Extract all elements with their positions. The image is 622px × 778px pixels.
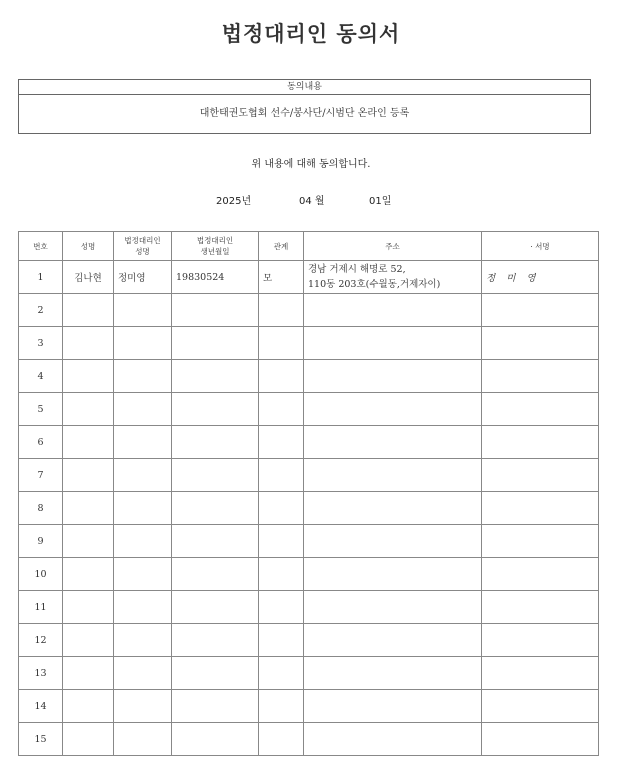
row-address-cell	[304, 624, 482, 657]
row-address-cell	[304, 558, 482, 591]
row-relation-cell	[259, 327, 304, 360]
row-address-cell	[304, 360, 482, 393]
header-number: 번호	[19, 232, 63, 261]
row-signature-cell	[482, 294, 599, 327]
row-address-cell	[304, 591, 482, 624]
row-number-cell: 14	[19, 690, 63, 723]
table-header-row	[19, 232, 599, 261]
table-row	[19, 591, 599, 624]
row-signature-cell	[482, 723, 599, 756]
date-day: 01일	[369, 196, 392, 207]
table-row	[19, 426, 599, 459]
row-address-cell	[304, 492, 482, 525]
row-guardian-name-cell	[114, 657, 172, 690]
row-guardian-name-cell	[114, 558, 172, 591]
row-name-cell	[63, 459, 114, 492]
header-guardian-birth	[172, 232, 259, 261]
table-row	[19, 492, 599, 525]
row-guardian-birth-cell	[172, 723, 259, 756]
row-guardian-name-cell	[114, 426, 172, 459]
date-month: 04 월	[299, 196, 325, 207]
row-relation-cell	[259, 690, 304, 723]
table-row	[19, 525, 599, 558]
row-address-cell	[304, 294, 482, 327]
row-name-cell	[63, 690, 114, 723]
row-relation-cell	[259, 624, 304, 657]
row-guardian-birth-cell	[172, 591, 259, 624]
row-name-cell	[63, 723, 114, 756]
row-guardian-birth-cell	[172, 459, 259, 492]
table-row	[19, 393, 599, 426]
row-guardian-birth-cell: 19830524	[172, 261, 259, 294]
row-signature-cell	[482, 690, 599, 723]
header-guardian-name-line2: 성명	[135, 247, 150, 256]
row-address-cell	[304, 723, 482, 756]
row-guardian-birth-cell	[172, 393, 259, 426]
row-guardian-birth-cell	[172, 657, 259, 690]
row-name-cell	[63, 327, 114, 360]
row-signature-cell	[482, 459, 599, 492]
row-address-cell	[304, 426, 482, 459]
header-signature: · 서명	[482, 232, 599, 261]
row-address-cell	[304, 459, 482, 492]
row-guardian-birth-cell	[172, 690, 259, 723]
row-number-cell: 5	[19, 393, 63, 426]
header-name: 성명	[63, 232, 114, 261]
row-relation-cell	[259, 360, 304, 393]
header-relation: 관계	[259, 232, 304, 261]
table-row	[19, 558, 599, 591]
consent-content-text: 대한태권도협회 선수/봉사단/시범단 온라인 등록	[199, 108, 410, 119]
row-name-cell	[63, 558, 114, 591]
row-address-cell	[304, 261, 482, 294]
row-name-cell	[63, 657, 114, 690]
row-guardian-name-cell	[114, 624, 172, 657]
row-number-cell: 9	[19, 525, 63, 558]
table-row	[19, 723, 599, 756]
row-number-cell: 12	[19, 624, 63, 657]
row-guardian-name-cell	[114, 591, 172, 624]
row-number-cell: 8	[19, 492, 63, 525]
row-relation-cell	[259, 723, 304, 756]
header-guardian-name-line1: 법정대리인	[124, 236, 161, 245]
row-address-line2: 110동 203호(수월동,거제자이)	[308, 279, 441, 290]
row-relation-cell	[259, 393, 304, 426]
guardian-roster-table	[18, 231, 599, 756]
table-row	[19, 360, 599, 393]
table-row	[19, 624, 599, 657]
table-row	[19, 327, 599, 360]
row-address-cell	[304, 327, 482, 360]
row-name-cell	[63, 624, 114, 657]
row-name-cell	[63, 294, 114, 327]
row-guardian-name-cell	[114, 459, 172, 492]
row-name-cell	[63, 360, 114, 393]
table-body	[19, 261, 599, 756]
row-relation-cell	[259, 591, 304, 624]
row-relation-cell	[259, 657, 304, 690]
row-address-cell	[304, 657, 482, 690]
row-address-cell	[304, 525, 482, 558]
row-guardian-birth-cell	[172, 492, 259, 525]
row-guardian-name-cell	[114, 360, 172, 393]
row-number-cell: 7	[19, 459, 63, 492]
row-guardian-birth-cell	[172, 294, 259, 327]
row-name-cell	[63, 525, 114, 558]
consent-content-box	[18, 79, 591, 134]
row-signature-cell	[482, 492, 599, 525]
row-guardian-birth-cell	[172, 558, 259, 591]
row-signature-cell	[482, 525, 599, 558]
row-number-cell: 6	[19, 426, 63, 459]
page-title: 법정대리인 동의서	[221, 21, 401, 46]
row-name-cell	[63, 426, 114, 459]
row-signature-cell	[482, 426, 599, 459]
row-signature-cell	[482, 624, 599, 657]
row-signature-cell	[482, 327, 599, 360]
row-name-cell	[63, 591, 114, 624]
row-guardian-name-cell	[114, 525, 172, 558]
row-signature-cell	[482, 360, 599, 393]
row-relation-cell: 모	[259, 261, 304, 294]
row-number-cell: 2	[19, 294, 63, 327]
row-guardian-name-cell	[114, 723, 172, 756]
table-row	[19, 294, 599, 327]
table-row	[19, 657, 599, 690]
row-guardian-birth-cell	[172, 624, 259, 657]
row-address-cell	[304, 393, 482, 426]
row-relation-cell	[259, 459, 304, 492]
row-address-line1: 경남 거제시 해명로 52,	[308, 264, 406, 275]
row-guardian-birth-cell	[172, 525, 259, 558]
row-number-cell: 4	[19, 360, 63, 393]
header-guardian-birth-line1: 법정대리인	[196, 236, 234, 245]
row-relation-cell	[259, 426, 304, 459]
row-number-cell: 3	[19, 327, 63, 360]
row-guardian-name-cell	[114, 690, 172, 723]
agreement-statement: 위 내용에 대해 동의합니다.	[251, 159, 371, 170]
row-number-cell: 15	[19, 723, 63, 756]
row-number-cell: 10	[19, 558, 63, 591]
table-row	[19, 459, 599, 492]
consent-content-header: 동의내용	[19, 80, 590, 95]
header-guardian-name	[114, 232, 172, 261]
row-signature-cell	[482, 558, 599, 591]
row-relation-cell	[259, 525, 304, 558]
row-guardian-name-cell	[114, 393, 172, 426]
row-name-cell: 김나현	[63, 261, 114, 294]
row-number-cell: 1	[19, 261, 63, 294]
row-signature-cell	[482, 393, 599, 426]
row-signature-cell	[482, 591, 599, 624]
row-name-cell	[63, 393, 114, 426]
row-address-cell	[304, 690, 482, 723]
row-guardian-name-cell: 정미영	[114, 261, 172, 294]
row-relation-cell	[259, 558, 304, 591]
row-guardian-birth-cell	[172, 426, 259, 459]
row-guardian-name-cell	[114, 294, 172, 327]
table-row	[19, 690, 599, 723]
table-row	[19, 261, 599, 294]
row-guardian-birth-cell	[172, 327, 259, 360]
row-signature-cell	[482, 657, 599, 690]
header-address: 주소	[304, 232, 482, 261]
row-relation-cell	[259, 294, 304, 327]
row-signature-cell: 정 미 영	[482, 261, 599, 294]
row-number-cell: 13	[19, 657, 63, 690]
header-guardian-birth-line2: 생년월일	[200, 247, 230, 256]
row-guardian-birth-cell	[172, 360, 259, 393]
date-year: 2025년	[216, 196, 252, 207]
row-guardian-name-cell	[114, 492, 172, 525]
row-guardian-name-cell	[114, 327, 172, 360]
row-number-cell: 11	[19, 591, 63, 624]
row-name-cell	[63, 492, 114, 525]
row-relation-cell	[259, 492, 304, 525]
